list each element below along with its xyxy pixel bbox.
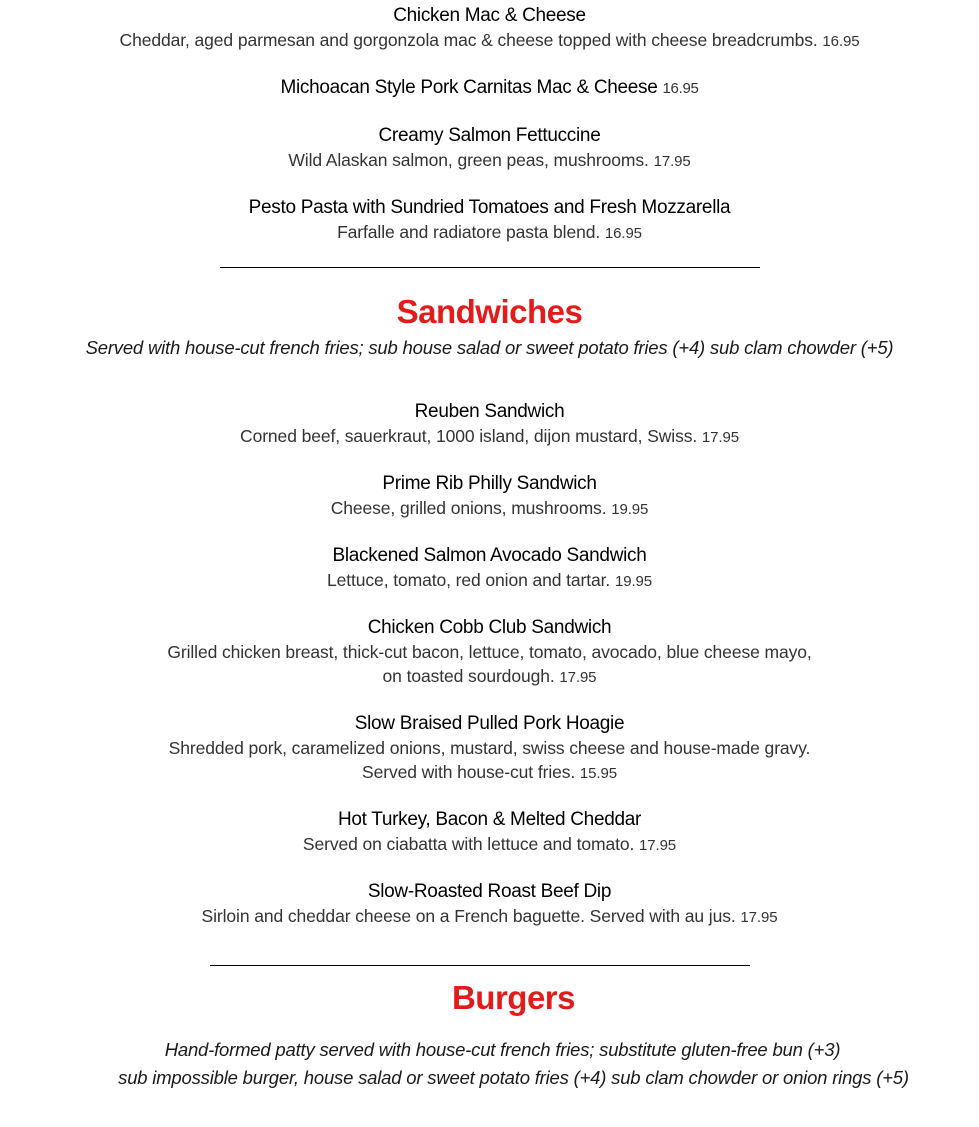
menu-item-name: Creamy Salmon Fettuccine bbox=[378, 125, 601, 146]
section-divider bbox=[220, 267, 760, 268]
menu-item-description: Grilled chicken breast, thick-cut bacon, lettuce, tomato, avocado, blue cheese mayo, bbox=[167, 642, 812, 662]
menu-item-name: Reuben Sandwich bbox=[414, 401, 565, 422]
item-desc-text: Lettuce, tomato, red onion and tartar. bbox=[326, 570, 611, 590]
section-subtitle: Served with house-cut french fries; sub house salad or sweet potato fries (+4) sub clam chowder (+5) bbox=[85, 337, 894, 358]
menu-item-description bbox=[0, 762, 979, 783]
menu-item-description bbox=[0, 834, 979, 855]
section-subtitle: sub impossible burger, house salad or sweet potato fries (+4) sub clam chowder or onion rings (+5) bbox=[118, 1067, 909, 1088]
menu-item-description: Shredded pork, caramelized onions, mustard, swiss cheese and house-made gravy. bbox=[168, 738, 811, 758]
menu-item-name: Slow Braised Pulled Pork Hoagie bbox=[354, 713, 625, 734]
menu-item-description bbox=[0, 150, 979, 171]
menu-item-name: Prime Rib Philly Sandwich bbox=[382, 473, 597, 494]
item-price: 16.95 bbox=[822, 33, 860, 50]
item-desc-text: Wild Alaskan salmon, green peas, mushrooms. bbox=[288, 150, 649, 170]
menu-item-name: Hot Turkey, Bacon & Melted Cheddar bbox=[337, 809, 642, 830]
menu-item-description bbox=[0, 570, 979, 591]
menu-item-description bbox=[0, 30, 979, 51]
item-price: 17.95 bbox=[559, 669, 597, 686]
item-desc-text: Corned beef, sauerkraut, 1000 island, dijon mustard, Swiss. bbox=[240, 426, 698, 446]
item-desc-text: Served with house-cut fries. bbox=[362, 762, 576, 782]
item-desc-text: Served on ciabatta with lettuce and tomato. bbox=[302, 834, 635, 854]
menu-item-description bbox=[0, 666, 979, 687]
section-title-sandwiches: Sandwiches bbox=[396, 293, 583, 330]
menu-item-name: Slow-Roasted Roast Beef Dip bbox=[367, 881, 612, 902]
section-subtitle: Hand-formed patty served with house-cut french fries; substitute gluten-free bun (+3) bbox=[164, 1039, 841, 1060]
menu-item-name: Chicken Cobb Club Sandwich bbox=[367, 617, 612, 638]
item-desc-text: Cheese, grilled onions, mushrooms. bbox=[330, 498, 607, 518]
item-price: 16.95 bbox=[662, 80, 699, 97]
item-desc-text: Cheddar, aged parmesan and gorgonzola mac & cheese topped with cheese breadcrumbs. bbox=[119, 30, 818, 50]
item-desc-text: on toasted sourdough. bbox=[382, 666, 555, 686]
menu-item-description bbox=[0, 426, 979, 447]
menu-item-name bbox=[0, 77, 979, 99]
item-desc-text: Sirloin and cheddar cheese on a French baguette. Served with au jus. bbox=[201, 906, 736, 926]
item-name-text: Michoacan Style Pork Carnitas Mac & Cheese bbox=[280, 77, 658, 98]
item-price: 19.95 bbox=[611, 501, 649, 518]
menu-item-description bbox=[0, 222, 979, 243]
item-price: 17.95 bbox=[740, 909, 778, 926]
item-desc-text: Farfalle and radiatore pasta blend. bbox=[337, 222, 601, 242]
item-price: 15.95 bbox=[579, 765, 617, 782]
menu-item-name: Blackened Salmon Avocado Sandwich bbox=[332, 545, 647, 566]
menu-item-name: Pesto Pasta with Sundried Tomatoes and Fresh Mozzarella bbox=[248, 197, 731, 218]
section-divider bbox=[210, 965, 750, 966]
item-price: 17.95 bbox=[639, 837, 677, 854]
menu-item-description bbox=[0, 498, 979, 519]
item-price: 16.95 bbox=[604, 225, 642, 242]
menu-item-name: Chicken Mac & Cheese bbox=[393, 5, 586, 26]
item-price: 17.95 bbox=[653, 153, 691, 170]
section-title-burgers: Burgers bbox=[451, 979, 576, 1016]
item-price: 17.95 bbox=[701, 429, 739, 446]
menu-item-description bbox=[0, 906, 979, 927]
item-price: 19.95 bbox=[614, 573, 652, 590]
